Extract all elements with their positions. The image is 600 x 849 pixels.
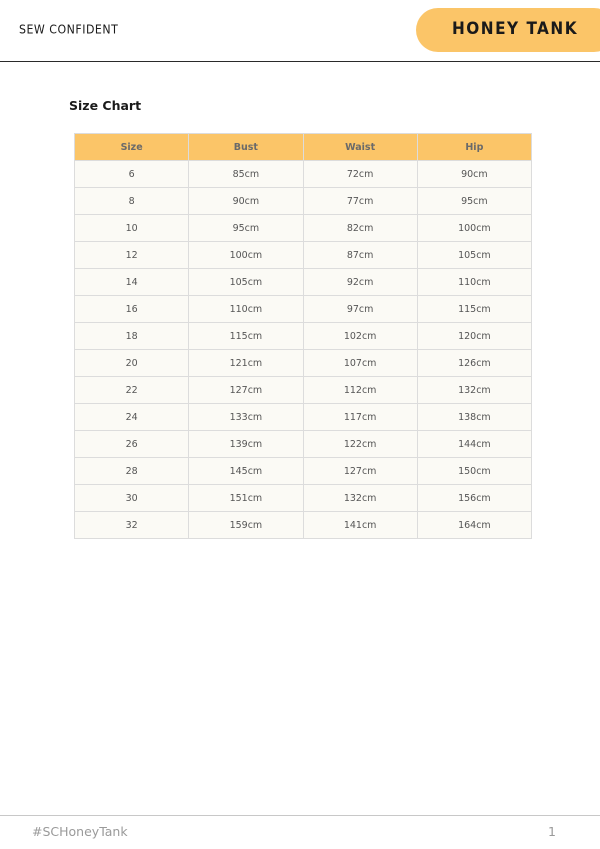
cell-hip: 144cm (417, 431, 531, 458)
table-row (75, 242, 532, 269)
footer-divider (0, 815, 600, 816)
cell-bust: 145cm (189, 458, 303, 485)
cell-hip: 90cm (417, 161, 531, 188)
page-number: 1 (548, 824, 556, 839)
table-row (75, 161, 532, 188)
column-header-hip: Hip (417, 134, 531, 161)
table-row (75, 485, 532, 512)
header-divider (0, 61, 600, 62)
cell-waist: 97cm (303, 296, 417, 323)
table-row (75, 323, 532, 350)
cell-bust: 100cm (189, 242, 303, 269)
table-row (75, 350, 532, 377)
cell-bust: 127cm (189, 377, 303, 404)
cell-size: 18 (75, 323, 189, 350)
hashtag: #SCHoneyTank (32, 824, 128, 839)
cell-size: 6 (75, 161, 189, 188)
cell-hip: 100cm (417, 215, 531, 242)
column-header-waist: Waist (303, 134, 417, 161)
cell-waist: 72cm (303, 161, 417, 188)
cell-waist: 102cm (303, 323, 417, 350)
cell-size: 12 (75, 242, 189, 269)
cell-bust: 95cm (189, 215, 303, 242)
cell-size: 26 (75, 431, 189, 458)
pattern-title-banner (416, 8, 600, 52)
cell-bust: 121cm (189, 350, 303, 377)
cell-waist: 141cm (303, 512, 417, 539)
table-row (75, 404, 532, 431)
cell-size: 30 (75, 485, 189, 512)
cell-hip: 105cm (417, 242, 531, 269)
table-row (75, 431, 532, 458)
cell-hip: 138cm (417, 404, 531, 431)
cell-hip: 110cm (417, 269, 531, 296)
cell-size: 24 (75, 404, 189, 431)
cell-size: 28 (75, 458, 189, 485)
cell-bust: 85cm (189, 161, 303, 188)
cell-bust: 133cm (189, 404, 303, 431)
table-row (75, 512, 532, 539)
cell-hip: 132cm (417, 377, 531, 404)
cell-size: 8 (75, 188, 189, 215)
cell-waist: 122cm (303, 431, 417, 458)
cell-waist: 82cm (303, 215, 417, 242)
cell-hip: 95cm (417, 188, 531, 215)
table-row (75, 296, 532, 323)
cell-hip: 126cm (417, 350, 531, 377)
cell-size: 10 (75, 215, 189, 242)
pattern-title: HONEY TANK (452, 19, 579, 39)
table-row (75, 377, 532, 404)
cell-hip: 115cm (417, 296, 531, 323)
cell-size: 20 (75, 350, 189, 377)
cell-waist: 92cm (303, 269, 417, 296)
cell-hip: 164cm (417, 512, 531, 539)
cell-bust: 110cm (189, 296, 303, 323)
section-title: Size Chart (69, 98, 142, 113)
cell-bust: 115cm (189, 323, 303, 350)
table-header-row (75, 134, 532, 161)
table-row (75, 215, 532, 242)
cell-size: 32 (75, 512, 189, 539)
cell-bust: 139cm (189, 431, 303, 458)
size-chart-table (74, 133, 532, 539)
cell-bust: 151cm (189, 485, 303, 512)
cell-waist: 87cm (303, 242, 417, 269)
column-header-bust: Bust (189, 134, 303, 161)
cell-waist: 132cm (303, 485, 417, 512)
table-row (75, 269, 532, 296)
cell-hip: 150cm (417, 458, 531, 485)
cell-waist: 77cm (303, 188, 417, 215)
table-row (75, 188, 532, 215)
cell-bust: 159cm (189, 512, 303, 539)
column-header-size: Size (75, 134, 189, 161)
cell-size: 16 (75, 296, 189, 323)
table-body (75, 161, 532, 539)
cell-waist: 117cm (303, 404, 417, 431)
cell-bust: 90cm (189, 188, 303, 215)
table-row (75, 458, 532, 485)
cell-bust: 105cm (189, 269, 303, 296)
cell-size: 22 (75, 377, 189, 404)
brand-name: SEW CONFIDENT (19, 22, 119, 37)
cell-waist: 107cm (303, 350, 417, 377)
cell-size: 14 (75, 269, 189, 296)
cell-hip: 120cm (417, 323, 531, 350)
cell-waist: 127cm (303, 458, 417, 485)
cell-waist: 112cm (303, 377, 417, 404)
cell-hip: 156cm (417, 485, 531, 512)
